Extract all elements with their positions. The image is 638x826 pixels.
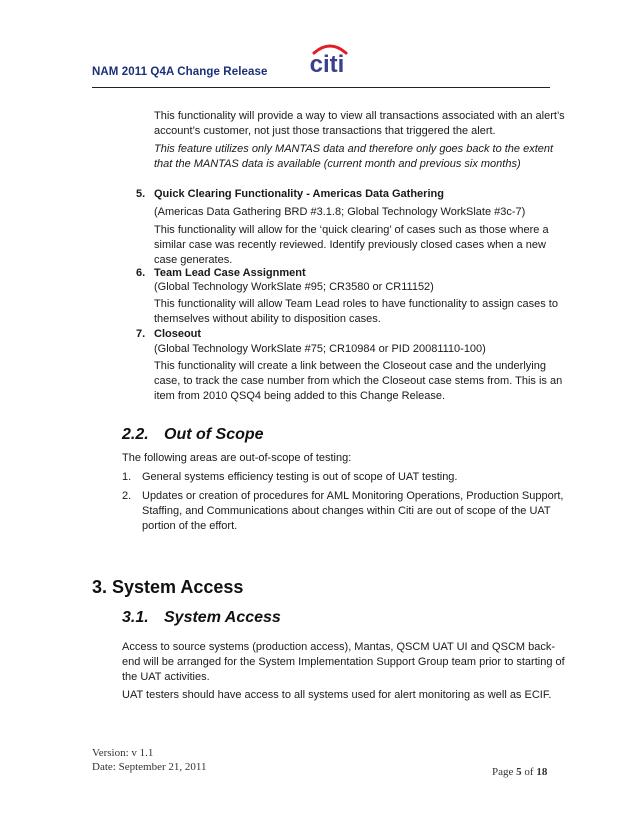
item-ref: (Americas Data Gathering BRD #3.1.8; Global Technology WorkSlate #3c-7)	[154, 206, 526, 218]
item-number: 6.	[136, 267, 146, 279]
item-desc-line: similar case was recently reviewed. Identify previously closed cases when a new	[154, 239, 546, 251]
logo-text: citi	[309, 51, 345, 75]
item-desc-line: case generates.	[154, 254, 233, 266]
list-number: 2.	[122, 490, 132, 502]
item-desc-line: This functionality will allow Team Lead roles to have functionality to assign cases to	[154, 298, 558, 310]
section-2-2-number: 2.2.	[122, 426, 149, 443]
footer-version: Version: v 1.1	[92, 747, 154, 759]
item-desc-line: item from 2010 QSQ4 being added to this Change Release.	[154, 390, 446, 402]
item-desc-line: themselves without ability to disposition cases.	[154, 313, 381, 325]
page-total: 18	[536, 766, 548, 778]
page-of: of	[521, 766, 537, 778]
section-2-2-title: Out of Scope	[164, 426, 264, 443]
item-ref: (Global Technology WorkSlate #75; CR10984 or PID 20081110-100)	[154, 343, 486, 355]
section-3-1-line: UAT testers should have access to all systems used for alert monitoring as well as ECIF.	[122, 689, 552, 701]
footer-page-number	[492, 765, 547, 779]
citi-logo-icon	[296, 41, 358, 75]
list-item-line: portion of the effort.	[142, 520, 238, 532]
item-desc-line: This functionality will allow for the ‘quick clearing’ of cases such as those where a	[154, 224, 549, 236]
section-3-1-number: 3.1.	[122, 609, 149, 626]
item-title: Closeout	[154, 328, 202, 340]
intro-note-line: This feature utilizes only MANTAS data and therefore only goes back to the extent	[154, 143, 554, 155]
section-3-number: 3.	[92, 577, 108, 597]
item-title: Team Lead Case Assignment	[154, 267, 306, 279]
list-item-line: Updates or creation of procedures for AML Monitoring Operations, Production Support,	[142, 490, 564, 502]
header-rule	[92, 87, 550, 88]
section-2-2-intro: The following areas are out-of-scope of testing:	[122, 452, 352, 464]
item-desc-line: case, to track the case number from which the Closeout case stems from. This is an	[154, 375, 563, 387]
list-item-line: Staffing, and Communications about changes within Citi are out of scope of the UAT	[142, 505, 551, 517]
list-item-line: General systems efficiency testing is out of scope of UAT testing.	[142, 471, 458, 483]
section-3-title: System Access	[112, 577, 244, 597]
footer-date: Date: September 21, 2011	[92, 761, 207, 773]
section-3-1-line: the UAT activities.	[122, 671, 210, 683]
intro-note-line: that the MANTAS data is available (current month and previous six months)	[154, 158, 521, 170]
section-3-1-line: Access to source systems (production access), Mantas, QSCM UAT UI and QSCM back-	[122, 641, 556, 653]
page-current: 5	[516, 766, 522, 778]
page-prefix: Page	[492, 766, 517, 778]
item-desc-line: This functionality will create a link between the Closeout case and the underlying	[154, 360, 546, 372]
intro-line: This functionality will provide a way to view all transactions associated with an alert’s	[154, 110, 565, 122]
item-ref: (Global Technology WorkSlate #95; CR3580 or CR11152)	[154, 281, 434, 293]
item-number: 7.	[136, 328, 146, 340]
section-3-1-title: System Access	[164, 609, 281, 626]
intro-line: account’s customer, not just those transactions that triggered the alert.	[154, 125, 496, 137]
item-number: 5.	[136, 188, 146, 200]
section-3-1-line: end will be arranged for the System Implementation Support Group team prior to starting of	[122, 656, 565, 668]
list-number: 1.	[122, 471, 132, 483]
document-title: NAM 2011 Q4A Change Release	[92, 66, 268, 78]
item-title: Quick Clearing Functionality - Americas Data Gathering	[154, 188, 444, 200]
